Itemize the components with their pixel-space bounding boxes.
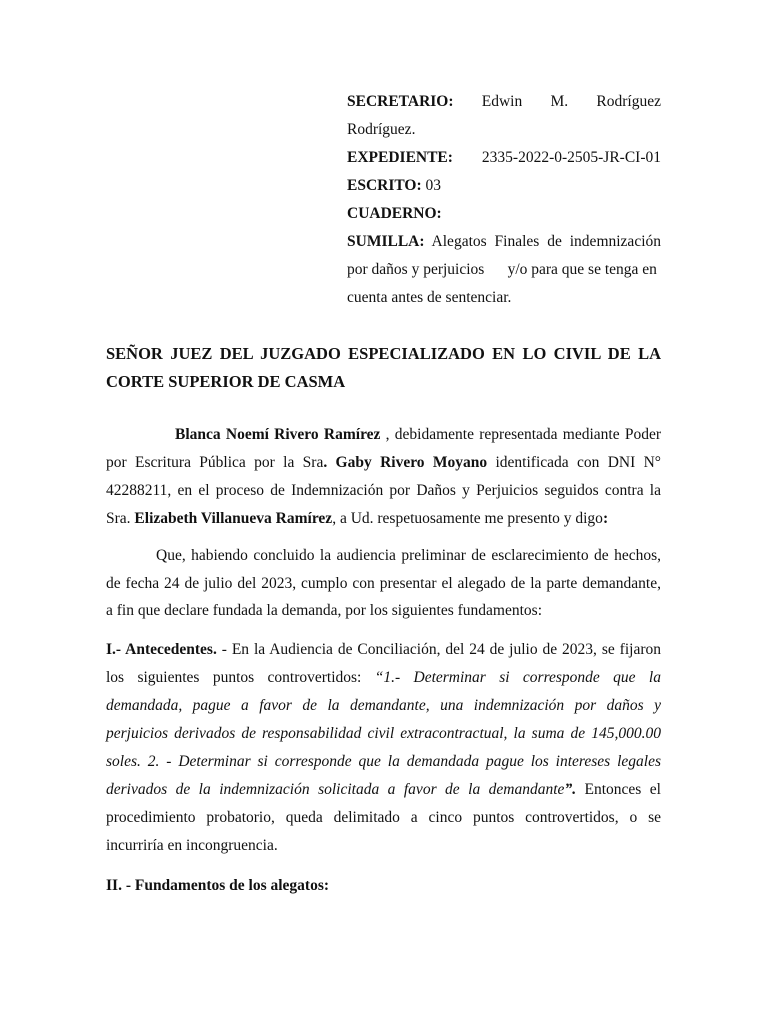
section1-line-3: demandada, pague a favor de la demandante, una indemnización por daños y: [106, 697, 661, 714]
section1-line-8: incurriría en incongruencia.: [106, 837, 278, 854]
address-line-1: SEÑOR JUEZ DEL JUZGADO ESPECIALIZADO EN LO CIVIL DE LA: [106, 344, 661, 363]
sumilla-text-1: Alegatos Finales de indemnización: [424, 233, 661, 250]
secretario-value-2: M.: [550, 93, 569, 110]
escrito-value: 03: [421, 177, 442, 194]
section1-text-1: - En la Audiencia de Conciliación, del 24 de julio de 2023, se fijaron: [216, 641, 661, 658]
section2-heading: II. - Fundamentos de los alegatos:: [106, 877, 330, 894]
section1-line-1: [106, 640, 661, 660]
intro-text-1: , debidamente representada mediante Poder: [380, 426, 662, 443]
intro-name-2: . Gaby Rivero Moyano: [323, 454, 488, 471]
expediente-value: 2335-2022-0-2505-JR-CI-01: [481, 149, 661, 166]
section1-quote-close: ”.: [564, 781, 577, 798]
intro-text-2b: identificada con DNI N°: [487, 454, 661, 471]
expediente-line: [347, 148, 661, 168]
sumilla-line-2: por daños y perjuicios y/o para que se tenga en: [347, 261, 657, 278]
sumilla-line-1: [347, 232, 661, 252]
intro-line-1: [175, 425, 661, 445]
intro-name-1: Blanca Noemí Rivero Ramírez: [175, 426, 381, 443]
section1-text-6: Entonces el: [576, 781, 661, 798]
section1-line-7: procedimiento probatorio, queda delimitado a cinco puntos controvertidos, o se: [106, 809, 661, 826]
secretario-value-1: Edwin: [481, 93, 523, 110]
section1-line-4: perjuicios derivados de responsabilidad civil extracontractual, la suma de 145,000.00: [106, 725, 661, 742]
escrito-line: [347, 176, 441, 196]
para1-line-2: de fecha 24 de julio del 2023, cumplo con presentar el alegado de la parte demandante,: [106, 575, 661, 592]
secretario-label: SECRETARIO:: [347, 93, 454, 110]
secretario-value-3: Rodríguez: [596, 93, 661, 110]
section1-quote-2: “1.- Determinar si corresponde que la: [374, 669, 661, 686]
intro-line-4: [106, 509, 608, 529]
intro-text-4b: , a Ud. respetuosamente me presento y digo: [332, 510, 603, 527]
address-line-2: CORTE SUPERIOR DE CASMA: [106, 372, 346, 391]
secretario-line: [347, 92, 661, 112]
intro-colon: :: [602, 510, 609, 527]
section1-line-6: [106, 780, 661, 800]
intro-text-2a: por Escritura Pública por la Sra: [106, 454, 324, 471]
secretario-value-line2: Rodríguez.: [347, 121, 416, 138]
cuaderno-label: CUADERNO:: [347, 205, 442, 222]
section1-line-5: soles. 2. - Determinar si corresponde que la demandada pague los intereses legales: [106, 753, 661, 770]
sumilla-label: SUMILLA:: [347, 233, 425, 250]
section1-quote-6: derivados de la indemnización solicitada a favor de la demandante: [106, 781, 565, 798]
section1-line-2: [106, 668, 661, 688]
intro-line-2: [106, 453, 661, 473]
expediente-label: EXPEDIENTE:: [347, 149, 453, 166]
section1-text-2a: los siguientes puntos controvertidos:: [106, 669, 375, 686]
para1-line-3: a fin que declare fundada la demanda, por los siguientes fundamentos:: [106, 602, 543, 619]
intro-name-4: Elizabeth Villanueva Ramírez: [134, 510, 333, 527]
para1-line-1: Que, habiendo concluido la audiencia preliminar de esclarecimiento de hechos,: [156, 547, 661, 564]
intro-text-4a: Sra.: [106, 510, 135, 527]
section1-heading: I.- Antecedentes.: [106, 641, 217, 658]
sumilla-line-3: cuenta antes de sentenciar.: [347, 289, 512, 306]
escrito-label: ESCRITO:: [347, 177, 422, 194]
intro-line-3: 42288211, en el proceso de Indemnización por Daños y Perjuicios seguidos contra la: [106, 482, 661, 499]
